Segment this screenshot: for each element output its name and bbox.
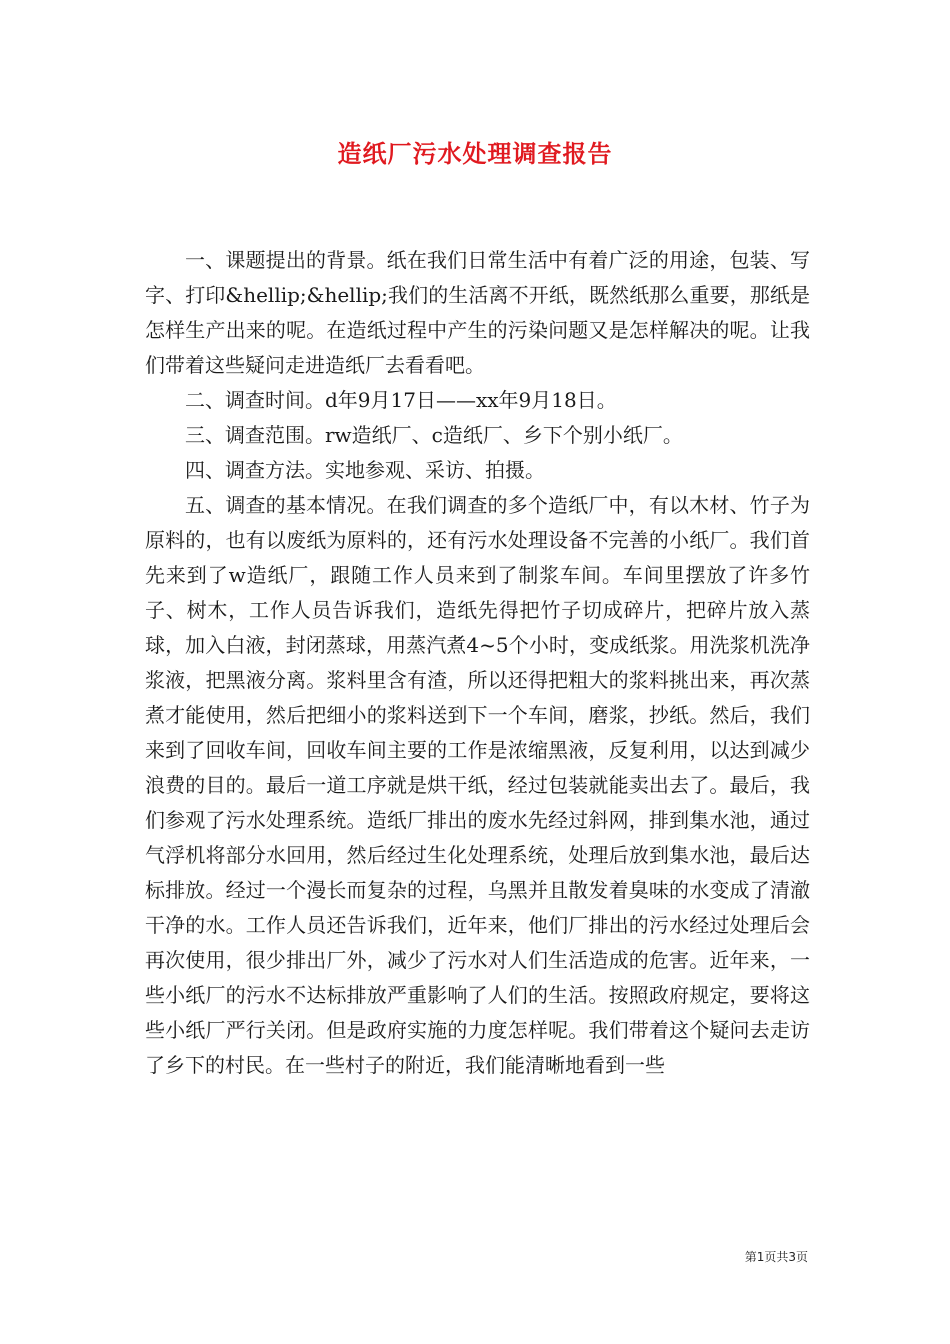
paragraph-survey-time: 二、调查时间。d年9月17日——xx年9月18日。 <box>185 388 617 412</box>
paragraph-background: 一、课题提出的背景。纸在我们日常生活中有着广泛的用途，包装、写字、打印&hellip;&hellip;我们的生活离不开纸，既然纸那么重要，那纸是怎样生产出来的呢。在造纸过程中产生的污染问题又是怎样解决的呢。让我们带着这些疑问走进造纸厂去看看吧。 <box>145 248 810 377</box>
paragraph-survey-method: 四、调查方法。实地参观、采访、拍摄。 <box>185 458 545 482</box>
paragraph-basic-situation: 五、调查的基本情况。在我们调查的多个造纸厂中，有以木材、竹子为原料的，也有以废纸为原料的，还有污水处理设备不完善的小纸厂。我们首先来到了w造纸厂，跟随工作人员来到了制浆车间。车间里摆放了许多竹子、树木，工作人员告诉我们，造纸先得把竹子切成碎片，把碎片放入蒸球，加入白液，封闭蒸球，用蒸汽煮4~5个小时，变成纸浆。用洗浆机洗净浆液，把黑液分离。浆料里含有渣，所以还得把粗大的浆料挑出来，再次蒸煮才能使用，然后把细小的浆料送到下一个车间，磨浆，抄纸。然后，我们来到了回收车间，回收车间主要的工作是浓缩黑液，反复利用，以达到减少浪费的目的。最后一道工序就是烘干纸，经过包装就能卖出去了。最后，我们参观了污水处理系统。造纸厂排出的废水先经过斜网，排到集水池，通过气浮机将部分水回用，然后经过生化处理系统，处理后放到集水池，最后达标排放。经过一个漫长而复杂的过程，乌黑并且散发着臭味的水变成了清澈干净的水。工作人员还告诉我们，近年来，他们厂排出的污水经过处理后会再次使用，很少排出厂外，减少了污水对人们生活造成的危害。近年来，一些小纸厂的污水不达标排放严重影响了人们的生活。按照政府规定，要将这些小纸厂严行关闭。但是政府实施的力度怎样呢。我们带着这个疑问去走访了乡下的村民。在一些村子的附近，我们能清晰地看到一些 <box>145 493 810 1077</box>
paragraph-survey-scope: 三、调查范围。rw造纸厂、c造纸厂、乡下个别小纸厂。 <box>185 423 683 447</box>
document-body <box>145 243 810 1083</box>
document-title: 造纸厂污水处理调查报告 <box>337 139 613 168</box>
page-number: 第1页共3页 <box>744 1250 808 1264</box>
